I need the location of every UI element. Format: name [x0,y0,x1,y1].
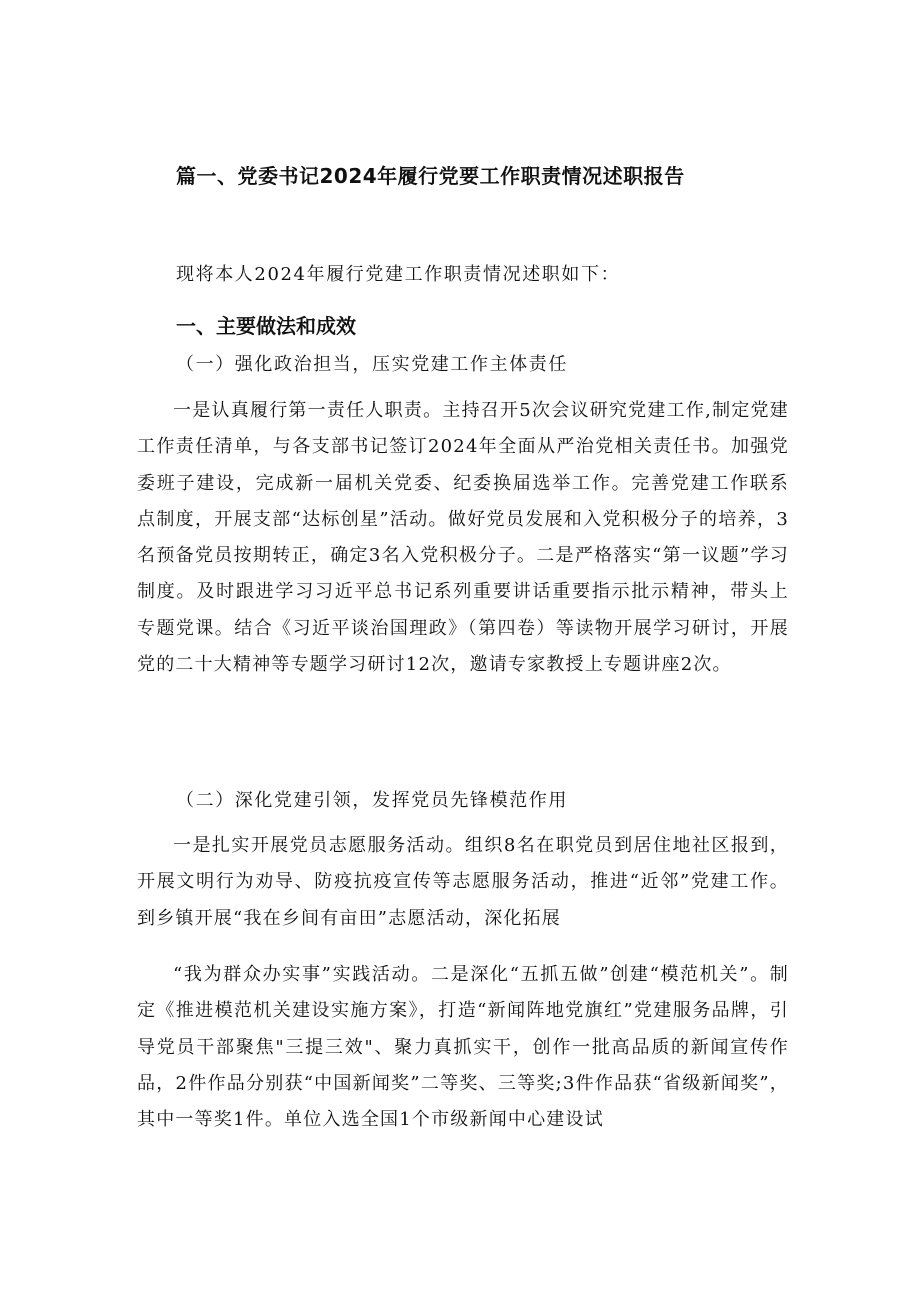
section-heading: 一、主要做法和成效 [176,314,356,338]
document-title: 篇一、党委书记2024年履行党要工作职责情况述职报告 [176,164,685,188]
paragraph-model-organ: “我为群众办实事”实践活动。二是深化“五抓五做”创建“模范机关”。制定《推进模范机关建设实施方案》，打造“新闻阵地党旗红”党建服务品牌，引导党员干部聚焦"三提三效"、聚力真抓实干，创作一批高品质的新闻宣传作品，2件作品分别获“中国新闻奖”二等奖、三等奖;3件作品获“省级新闻奖”，其中一等奖1件。单位入选全国1个市级新闻中心建设试 [137,964,789,1131]
intro-line: 现将本人2024年履行党建工作职责情况述职如下： [176,264,621,285]
paragraph-volunteer: 一是扎实开展党员志愿服务活动。组织8名在职党员到居住地社区报到，开展文明行为劝导、防疫抗疫宣传等志愿服务活动，推进“近邻”党建工作。到乡镇开展“我在乡间有亩田”志愿活动，深化拓展 [137,835,789,929]
paragraph-responsibility: 一是认真履行第一责任人职责。主持召开5次会议研究党建工作,制定党建工作责任清单，与各支部书记签订2024年全面从严治党相关责任书。加强党委班子建设，完成新一届机关党委、纪委换届选举工作。完善党建工作联系点制度，开展支部“达标创星”活动。做好党员发展和入党积极分子的培养，3名预备党员按期转正，确定3名入党积极分子。二是严格落实“第一议题”学习制度。及时跟进学习习近平总书记系列重要讲话重要指示批示精神，带头上专题党课。结合《习近平谈治国理政》（第四卷）等读物开展学习研讨，开展党的二十大精神等专题学习研讨12次，邀请专家教授上专题讲座2次。 [137,400,789,676]
subsection-heading-2: （二）深化党建引领，发挥党员先锋模范作用 [176,790,568,811]
subsection-heading-1: （一）强化政治担当，压实党建工作主体责任 [176,354,568,375]
